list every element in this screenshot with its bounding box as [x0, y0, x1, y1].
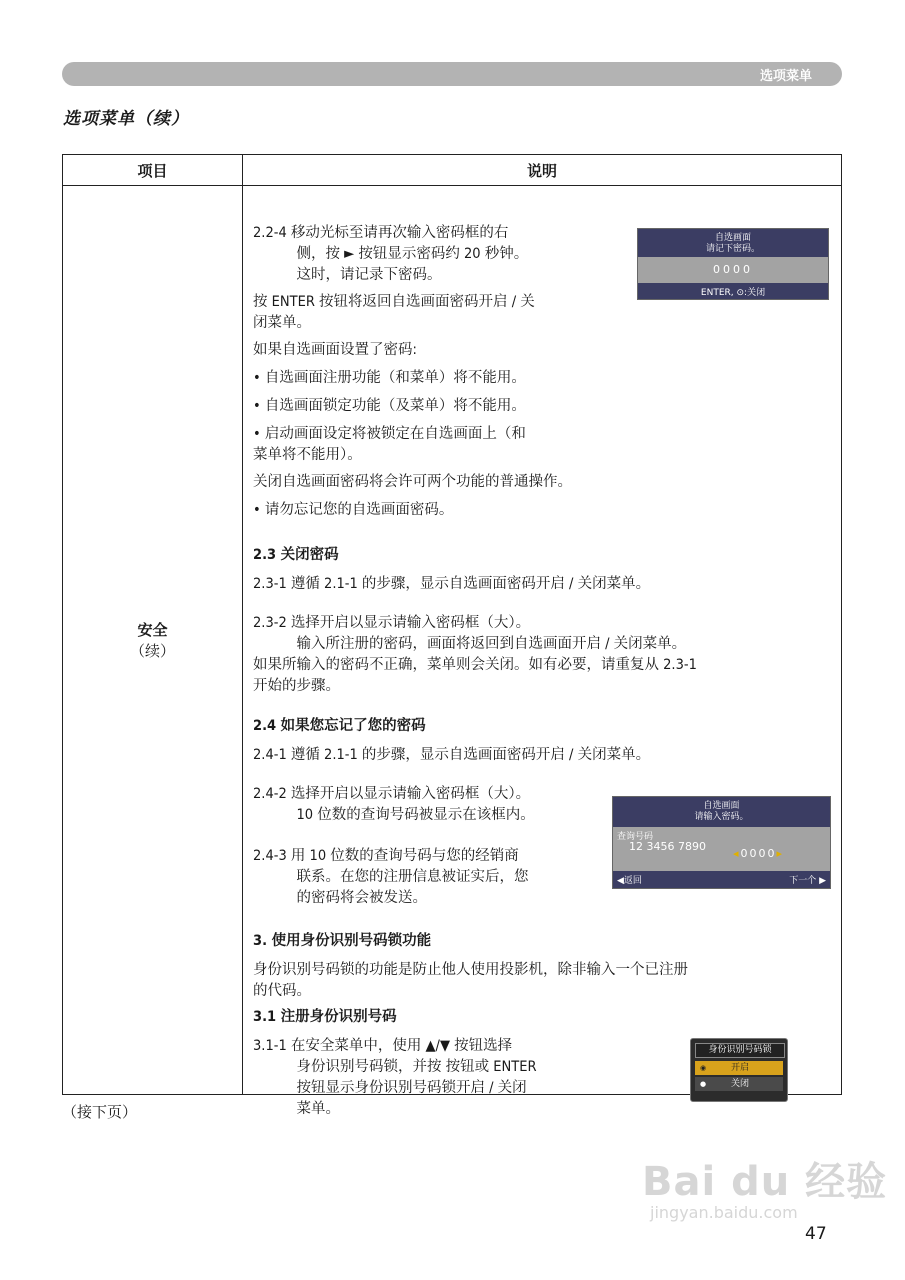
desc-line: 的密码将会被发送。 — [253, 890, 427, 906]
desc-line: 按钮显示身份识别号码锁开启 / 关闭 — [253, 1080, 527, 1096]
radio-selected-icon: ◉ — [700, 1064, 707, 1072]
desc-line: 关闭自选画面密码将会许可两个功能的普通操作。 — [253, 474, 572, 490]
bullet-item: • 自选画面注册功能（和菜单）将不能用。 — [253, 370, 526, 386]
desc-line: 身份识别号码锁的功能是防止他人使用投影机，除非输入一个已注册 — [253, 962, 688, 978]
desc-line: 如果自选画面设置了密码: — [253, 342, 417, 358]
desc-line: 的代码。 — [253, 983, 311, 999]
radio-icon: ● — [700, 1080, 707, 1088]
bullet-item: • 自选画面锁定功能（及菜单）将不能用。 — [253, 398, 526, 414]
bullet-item: • 请勿忘记您的自选画面密码。 — [253, 502, 454, 518]
section-heading: 2.3 关闭密码 — [253, 547, 339, 563]
right-arrow-icon: ▸ — [776, 847, 785, 860]
item-name: 安全 — [137, 621, 168, 639]
watermark-brand: Bai du 经验 — [642, 1159, 888, 1205]
password-digits: 0000 — [740, 847, 777, 860]
desc-line: 2.4-3 用 10 位数的查询号码与您的经销商 — [253, 848, 519, 864]
desc-line: 如果所输入的密码不正确，菜单则会关闭。如有必要，请重复从 2.3-1 — [253, 657, 697, 673]
dialog-title: 自选画面 — [714, 233, 751, 243]
page-number: 47 — [805, 1224, 827, 1244]
next-button: 下一个 ▶ — [789, 876, 826, 886]
menu-option-on: ◉ 开启 — [695, 1061, 783, 1075]
watermark — [642, 1150, 887, 1222]
item-cell — [63, 186, 243, 1095]
pin-lock-menu — [690, 1038, 788, 1102]
menu-option-off: ● 关闭 — [695, 1077, 783, 1091]
description-cell — [243, 186, 842, 1117]
continued-note: （接下页） — [62, 1103, 138, 1121]
desc-line: 2.2-4 移动光标至请再次输入密码框的右 — [253, 225, 509, 241]
dialog-body — [613, 827, 830, 871]
desc-line: 侧，按 ► 按钮显示密码约 20 秒钟。 — [253, 246, 529, 262]
menu-title: 身份识别号码锁 — [695, 1043, 785, 1058]
desc-line: 闭菜单。 — [253, 315, 311, 331]
page-title: 选项菜单（续） — [63, 109, 189, 129]
section-header-bar — [62, 62, 842, 86]
query-number: 12 3456 7890 — [629, 840, 706, 853]
query-label: 查询号码 — [617, 832, 654, 842]
desc-line: 开始的步骤。 — [253, 678, 340, 694]
desc-line: 身份识别号码锁，并按 按钮或 ENTER — [253, 1059, 537, 1075]
desc-line: 2.4-2 选择开启以显示请输入密码框（大）。 — [253, 786, 531, 802]
password-input — [733, 847, 784, 860]
desc-line: 输入所注册的密码，画面将返回到自选画面开启 / 关闭菜单。 — [253, 636, 687, 652]
desc-line: 2.4-1 遵循 2.1-1 的步骤，显示自选画面密码开启 / 关闭菜单。 — [253, 747, 651, 763]
desc-line: 联系。在您的注册信息被证实后，您 — [253, 869, 529, 885]
desc-line: 这时，请记录下密码。 — [253, 267, 442, 283]
dialog-footer: ENTER, ⊙:关闭 — [700, 288, 766, 298]
desc-line: 按 ENTER 按钮将返回自选画面密码开启 / 关 — [253, 294, 535, 310]
watermark-url: jingyan.baidu.com — [650, 1203, 798, 1222]
bullet-item: • 启动画面设定将被锁定在自选画面上（和 — [253, 426, 526, 442]
dialog-title: 自选画面 — [703, 801, 740, 811]
back-button: ◀返回 — [617, 876, 642, 886]
item-subtitle: （续） — [129, 642, 175, 660]
col-header-description: 说明 — [243, 155, 842, 186]
section-heading: 3.1 注册身份识别号码 — [253, 1009, 397, 1025]
desc-line: 2.3-2 选择开启以显示请输入密码框（大）。 — [253, 615, 531, 631]
desc-line: 10 位数的查询号码被显示在该框内。 — [253, 807, 535, 823]
password-entry-dialog — [612, 796, 831, 889]
desc-line: 2.3-1 遵循 2.1-1 的步骤，显示自选画面密码开启 / 关闭菜单。 — [253, 576, 651, 592]
dialog-prompt: 请输入密码。 — [694, 812, 749, 822]
desc-line: 菜单。 — [253, 1101, 340, 1117]
section-heading: 2.4 如果您忘记了您的密码 — [253, 718, 426, 734]
desc-line: 3.1-1 在安全菜单中，使用 ▲/▼ 按钮选择 — [253, 1038, 513, 1054]
left-arrow-icon: ◂ — [733, 847, 741, 860]
dialog-prompt: 请记下密码。 — [705, 244, 760, 254]
desc-line: 菜单将不能用）。 — [253, 447, 362, 463]
password-code: 0000 — [638, 257, 828, 283]
password-display-dialog — [637, 228, 829, 300]
col-header-item: 项目 — [63, 155, 243, 186]
section-label: 选项菜单 — [759, 69, 812, 84]
section-heading: 3. 使用身份识别号码锁功能 — [253, 933, 432, 949]
